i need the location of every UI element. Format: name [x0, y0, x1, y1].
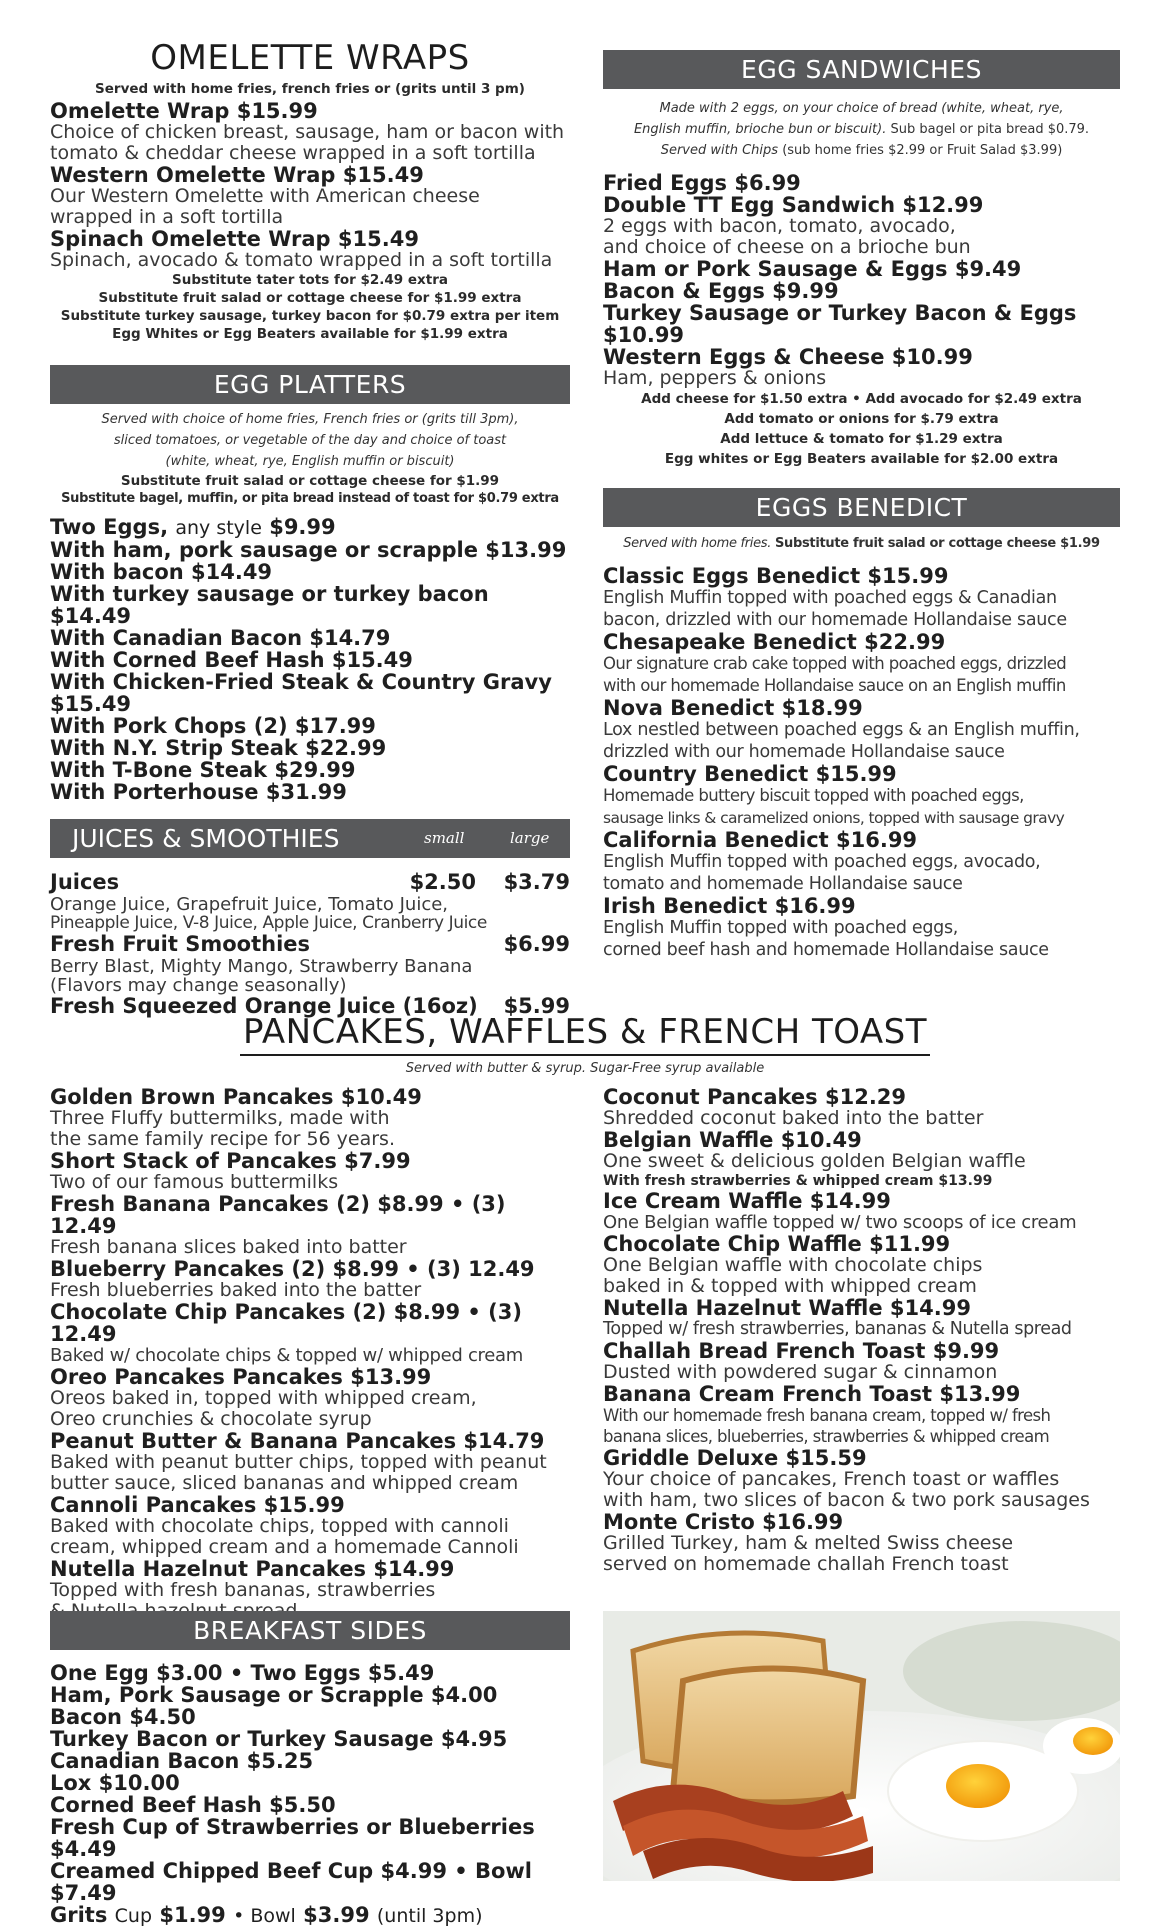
oj-price: $5.99: [503, 994, 570, 1018]
sandwiches-note-b: Sub bagel or pita bread $0.79.: [890, 122, 1090, 137]
juices-name: Juices: [50, 870, 120, 894]
benedict-note-b: Substitute fruit salad or cottage cheese $1.99: [774, 536, 1100, 551]
egg-yolk-2: [1073, 1727, 1113, 1755]
menu-item-desc: cream, whipped cream and a homemade Cannoli: [50, 1536, 519, 1558]
egg-sandwiches-header: EGG SANDWICHES: [603, 50, 1120, 89]
menu-item-desc: baked in & topped with whipped cream: [603, 1275, 977, 1297]
juices-small-label: small: [424, 829, 465, 847]
platters-note: Served with choice of home fries, French fries or (grits till 3pm),: [101, 412, 519, 427]
menu-item-name: Fresh Banana Pancakes (2) $8.99 • (3) 12.49: [50, 1192, 506, 1238]
menu-item-desc: Oreo crunchies & chocolate syrup: [50, 1408, 372, 1430]
menu-item-name: Banana Cream French Toast $13.99: [603, 1382, 1021, 1406]
side-item: Fresh Cup of Strawberries or Blueberries $4.49: [50, 1815, 535, 1861]
menu-item-desc: Shredded coconut baked into the batter: [603, 1107, 984, 1129]
menu-item-name: Spinach Omelette Wrap $15.49: [50, 227, 419, 251]
platter-item: With Chicken-Fried Steak & Country Gravy $15.49: [50, 670, 552, 716]
juices-title: JUICES & SMOOTHIES: [72, 824, 340, 853]
menu-item-desc: 2 eggs with bacon, tomato, avocado,: [603, 215, 956, 237]
menu-item-desc: English Muffin topped with poached eggs, avocado,: [603, 852, 1041, 872]
platter-two-eggs-name: Two Eggs,: [50, 515, 169, 539]
menu-item-name: Golden Brown Pancakes $10.49: [50, 1085, 422, 1109]
menu-item-name: Challah Bread French Toast $9.99: [603, 1339, 1000, 1363]
menu-item-desc: the same family recipe for 56 years.: [50, 1128, 395, 1150]
menu-item-desc: English Muffin topped with poached eggs,: [603, 918, 959, 938]
pancakes-right-list: [603, 1086, 1120, 1575]
breakfast-sides-header: BREAKFAST SIDES: [50, 1611, 570, 1650]
platters-note: sliced tomatoes, or vegetable of the day and choice of toast: [113, 433, 507, 448]
omelette-note: Served with home fries, french fries or (grits until 3 pm): [95, 81, 525, 97]
menu-item-desc: Fresh blueberries baked into the batter: [50, 1279, 422, 1301]
side-item: Canadian Bacon $5.25: [50, 1749, 314, 1773]
menu-item-name: Turkey Sausage or Turkey Bacon & Eggs $10.99: [603, 301, 1077, 347]
menu-item-name: California Benedict $16.99: [603, 828, 918, 852]
menu-item-name: Coconut Pancakes $12.29: [603, 1085, 907, 1109]
menu-item-name: Griddle Deluxe $15.59: [603, 1446, 867, 1470]
menu-item-desc: Spinach, avocado & tomato wrapped in a soft tortilla: [50, 249, 553, 271]
side-item: Lox $10.00: [50, 1771, 180, 1795]
menu-item-desc: One Belgian waffle topped w/ two scoops of ice cream: [603, 1212, 1077, 1233]
menu-item-desc: Lox nestled between poached eggs & an English muffin,: [603, 720, 1080, 740]
menu-item-name: Chesapeake Benedict $22.99: [603, 630, 946, 654]
menu-item-name: Nutella Hazelnut Pancakes $14.99: [50, 1557, 455, 1581]
smoothies-row: [50, 933, 570, 957]
grits-note: (until 3pm): [376, 1905, 483, 1927]
menu-item-name: Irish Benedict $16.99: [603, 894, 856, 918]
menu-item-desc: Baked with chocolate chips, topped with cannoli: [50, 1515, 509, 1537]
menu-item-name: Ice Cream Waffle $14.99: [603, 1189, 891, 1213]
menu-item-desc: served on homemade challah French toast: [603, 1553, 1009, 1575]
menu-item-desc: Three Fluffy buttermilks, made with: [50, 1107, 390, 1129]
breakfast-photo: [603, 1611, 1120, 1881]
omelette-extra: Substitute fruit salad or cottage cheese for $1.99 extra: [98, 290, 522, 306]
smoothies-desc: (Flavors may change seasonally): [50, 975, 347, 996]
sandwich-extra: Egg whites or Egg Beaters available for $2.00 extra: [664, 451, 1059, 467]
menu-item-name: Chocolate Chip Pancakes (2) $8.99 • (3) 12.49: [50, 1300, 522, 1346]
menu-item-name: Ham or Pork Sausage & Eggs $9.49: [603, 257, 1022, 281]
sandwiches-note: [603, 119, 1120, 140]
breakfast-plate-illustration: [603, 1611, 1120, 1881]
platters-sub: Substitute fruit salad or cottage cheese for $1.99: [120, 473, 500, 489]
menu-item-desc: Baked with peanut butter chips, topped with peanut: [50, 1451, 547, 1473]
platter-item: With Pork Chops (2) $17.99: [50, 714, 376, 738]
platter-two-eggs-mid: any style: [175, 517, 262, 539]
pancakes-note: Served with butter & syrup. Sugar-Free syrup available: [405, 1061, 765, 1076]
side-item: Bacon $4.50: [50, 1705, 196, 1729]
side-item: One Egg $3.00 • Two Eggs $5.49: [50, 1661, 435, 1685]
platter-item: With T-Bone Steak $29.99: [50, 758, 356, 782]
pancakes-section: [50, 1012, 1120, 1601]
platters-sub: Substitute bagel, muffin, or pita bread instead of toast for $0.79 extra: [61, 491, 559, 506]
sandwiches-note-a: English muffin, brioche bun or biscuit).: [633, 122, 887, 137]
menu-item-name: Omelette Wrap $15.99: [50, 99, 318, 123]
juices-desc: Pineapple Juice, V-8 Juice, Apple Juice, Cranberry Juice: [50, 913, 487, 933]
side-item-grits: [50, 1904, 570, 1927]
menu-item-desc: Grilled Turkey, ham & melted Swiss cheese: [603, 1532, 1014, 1554]
platter-item: With Porterhouse $31.99: [50, 780, 347, 804]
menu-item-name: Cannoli Pancakes $15.99: [50, 1493, 345, 1517]
side-item: Ham, Pork Sausage or Scrapple $4.00: [50, 1683, 498, 1707]
menu-item-desc: Two of our famous buttermilks: [50, 1171, 339, 1193]
platter-two-eggs: [50, 516, 570, 539]
platter-item: With Corned Beef Hash $15.49: [50, 648, 413, 672]
menu-item-desc: banana slices, blueberries, strawberries & whipped cream: [603, 1427, 1050, 1446]
juices-row: [50, 871, 570, 895]
omelette-extra: Substitute turkey sausage, turkey bacon for $0.79 extra per item: [60, 308, 560, 324]
egg-yolk: [946, 1764, 1010, 1808]
menu-item-name: Belgian Waffle $10.49: [603, 1128, 862, 1152]
sandwich-extra: Add cheese for $1.50 extra • Add avocado for $2.49 extra: [641, 391, 1082, 407]
menu-item-name: Bacon & Eggs $9.99: [603, 279, 839, 303]
platter-item: With bacon $14.49: [50, 560, 273, 584]
menu-item-name: Double TT Egg Sandwich $12.99: [603, 193, 984, 217]
menu-item-desc: sausage links & caramelized onions, topped with sausage gravy: [603, 809, 1065, 827]
sandwiches-note: Made with 2 eggs, on your choice of bread (white, wheat, rye,: [659, 101, 1064, 116]
menu-item-desc: with ham, two slices of bacon & two pork sausages: [603, 1489, 1090, 1511]
left-column: [50, 38, 570, 1019]
menu-item-extra: With fresh strawberries & whipped cream $13.99: [603, 1173, 993, 1189]
eggs-benedict-header: EGGS BENEDICT: [603, 488, 1120, 527]
pancakes-title: PANCAKES, WAFFLES & FRENCH TOAST: [240, 1012, 930, 1056]
juices-large-price: $3.79: [503, 870, 570, 894]
menu-item-name: Chocolate Chip Waffle $11.99: [603, 1232, 951, 1256]
menu-item-desc: Homemade buttery biscuit topped with poached eggs,: [603, 786, 1024, 805]
side-item: Corned Beef Hash $5.50: [50, 1793, 336, 1817]
menu-item-name: Nutella Hazelnut Waffle $14.99: [603, 1296, 971, 1320]
menu-item-desc: Topped w/ fresh strawberries, bananas & Nutella spread: [603, 1319, 1072, 1339]
menu-item-desc: With our homemade fresh banana cream, topped w/ fresh: [603, 1406, 1051, 1425]
oj-name: Fresh Squeezed Orange Juice (16oz): [50, 994, 478, 1018]
menu-item-desc: tomato & cheddar cheese wrapped in a soft tortilla: [50, 142, 536, 164]
menu-item-name: Short Stack of Pancakes $7.99: [50, 1149, 411, 1173]
sandwich-extra: Add tomato or onions for $.79 extra: [724, 411, 999, 427]
menu-item-desc: Dusted with powdered sugar & cinnamon: [603, 1361, 998, 1383]
grits-cup-label: Cup: [114, 1905, 153, 1927]
menu-item-name: Western Omelette Wrap $15.49: [50, 163, 424, 187]
sandwiches-note-d: (sub home fries $2.99 or Fruit Salad $3.99): [782, 143, 1063, 158]
smoothies-price: $6.99: [503, 932, 570, 956]
menu-item-desc: drizzled with our homemade Hollandaise sauce: [603, 742, 1005, 762]
menu-item-desc: Our Western Omelette with American cheese: [50, 185, 480, 207]
menu-item-name: Peanut Butter & Banana Pancakes $14.79: [50, 1429, 545, 1453]
menu-item-name: Country Benedict $15.99: [603, 762, 897, 786]
omelette-extra: Egg Whites or Egg Beaters available for $1.99 extra: [112, 326, 508, 342]
menu-item-name: Blueberry Pancakes (2) $8.99 • (3) 12.49: [50, 1257, 535, 1281]
platter-item: With turkey sausage or turkey bacon $14.49: [50, 582, 489, 628]
smoothies-desc: Berry Blast, Mighty Mango, Strawberry Banana: [50, 956, 473, 977]
grits-bowl-price: $3.99: [303, 1903, 370, 1927]
menu-item-name: Fried Eggs $6.99: [603, 171, 801, 195]
egg-platters-header: EGG PLATTERS: [50, 365, 570, 404]
menu-item-name: Classic Eggs Benedict $15.99: [603, 564, 949, 588]
menu-item-desc: tomato and homemade Hollandaise sauce: [603, 874, 963, 894]
platter-item: With N.Y. Strip Steak $22.99: [50, 736, 387, 760]
side-item: Creamed Chipped Beef Cup $4.99 • Bowl $7.49: [50, 1859, 533, 1905]
menu-item-desc: English Muffin topped with poached eggs & Canadian: [603, 588, 1057, 608]
benedict-note-a: Served with home fries.: [623, 536, 772, 551]
menu-item-desc: bacon, drizzled with our homemade Hollandaise sauce: [603, 610, 1067, 630]
menu-item-name: Oreo Pancakes Pancakes $13.99: [50, 1365, 432, 1389]
menu-item-desc: Choice of chicken breast, sausage, ham or bacon with: [50, 121, 565, 143]
menu-item-desc: with our homemade Hollandaise sauce on an English muffin: [603, 676, 1066, 695]
menu-item-desc: butter sauce, sliced bananas and whipped cream: [50, 1472, 519, 1494]
menu-item-desc: One sweet & delicious golden Belgian waffle: [603, 1150, 1026, 1172]
platters-note: (white, wheat, rye, English muffin or biscuit): [165, 454, 455, 469]
juices-small-price: $2.50: [409, 870, 476, 894]
juices-desc: Orange Juice, Grapefruit Juice, Tomato Juice,: [50, 894, 449, 915]
toast-front: [673, 1669, 863, 1803]
menu-item-name: Monte Cristo $16.99: [603, 1510, 844, 1534]
menu-item-desc: Baked w/ chocolate chips & topped w/ whipped cream: [50, 1345, 523, 1366]
platter-two-eggs-price: $9.99: [269, 515, 336, 539]
omelette-extra: Substitute tater tots for $2.49 extra: [172, 272, 448, 288]
platter-item: With Canadian Bacon $14.79: [50, 626, 391, 650]
menu-item-desc: and choice of cheese on a brioche bun: [603, 236, 971, 258]
menu-item-desc: wrapped in a soft tortilla: [50, 206, 284, 228]
menu-item-name: Western Eggs & Cheese $10.99: [603, 345, 973, 369]
breakfast-sides: [50, 1611, 570, 1927]
menu-item-desc: Ham, peppers & onions: [603, 367, 827, 389]
grits-bowl-label: • Bowl: [233, 1905, 296, 1927]
sandwiches-note: [603, 140, 1120, 161]
grits-cup-price: $1.99: [159, 1903, 226, 1927]
menu-item-desc: corned beef hash and homemade Hollandaise sauce: [603, 940, 1049, 960]
right-column: [603, 50, 1120, 961]
smoothies-name: Fresh Fruit Smoothies: [50, 932, 311, 956]
menu-item-desc: Oreos baked in, topped with whipped cream,: [50, 1387, 477, 1409]
pancakes-left-list: [50, 1086, 570, 1622]
benedict-note: [603, 533, 1120, 554]
juices-large-label: large: [510, 829, 550, 847]
juices-header: [50, 819, 570, 858]
platter-item: With ham, pork sausage or scrapple $13.99: [50, 538, 567, 562]
menu-item-desc: Fresh banana slices baked into batter: [50, 1236, 407, 1258]
side-item: Turkey Bacon or Turkey Sausage $4.95: [50, 1727, 508, 1751]
menu-item-desc: Our signature crab cake topped with poached eggs, drizzled: [603, 654, 1067, 673]
grits-name: Grits: [50, 1903, 108, 1927]
menu-item-desc: Your choice of pancakes, French toast or waffles: [603, 1468, 1060, 1490]
omelette-wraps-title: OMELETTE WRAPS: [150, 38, 470, 78]
sandwich-extra: Add lettuce & tomato for $1.29 extra: [720, 431, 1003, 447]
menu-item-desc: One Belgian waffle with chocolate chips: [603, 1254, 983, 1276]
sandwiches-note-c: Served with Chips: [660, 143, 779, 158]
menu-item-name: Nova Benedict $18.99: [603, 696, 863, 720]
menu-item-desc: Topped with fresh bananas, strawberries: [50, 1579, 436, 1601]
